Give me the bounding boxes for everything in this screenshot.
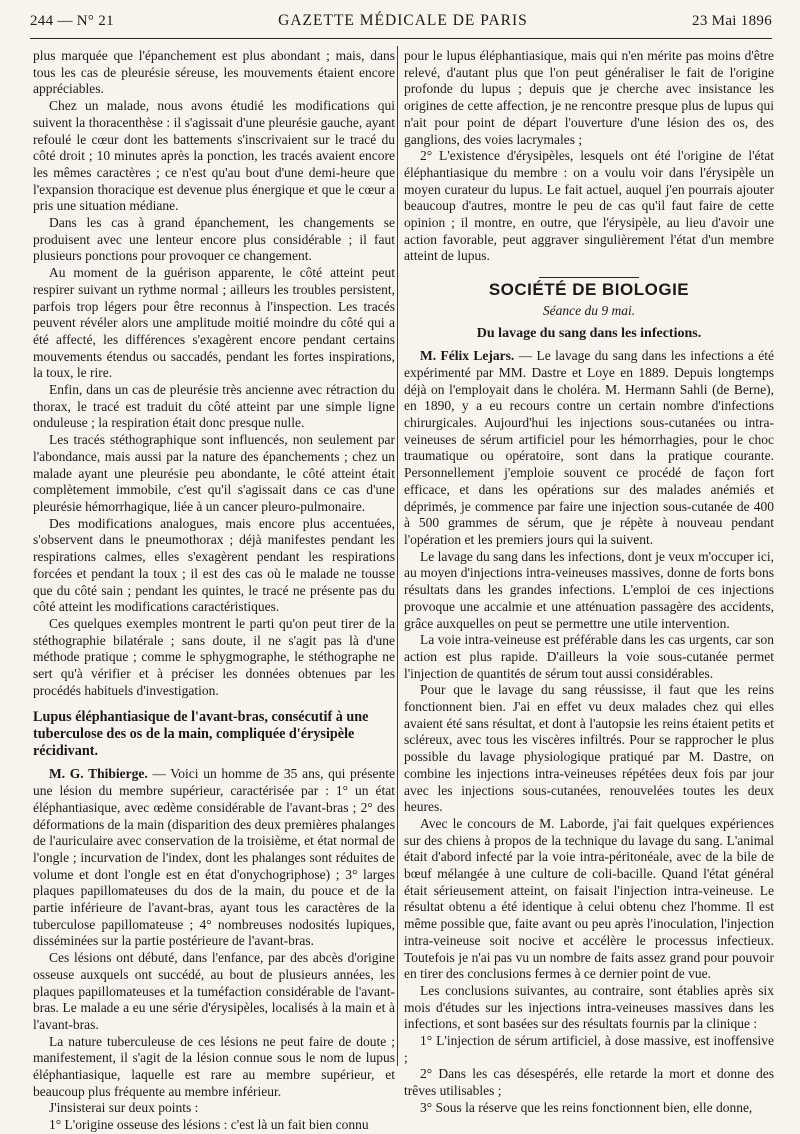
speaker-name: M. Félix Lejars.	[420, 348, 515, 364]
paragraph: pour le lupus éléphantiasique, mais qui n'en mérite pas moins d'être relevé, d'autant plus que l'on peut généraliser le fait de l'origine profonde du lupus ; depuis que je cherche avec insistance les origines de cette affection, je ne rencontre presque plus de lupus qui n'ait pour point de départ l'ouverture d'une lésion des os, des ganglions, des voies lacrymales ;	[404, 48, 774, 147]
issue-date: 23 Mai 1896	[692, 13, 772, 29]
section-title: Lupus éléphantiasique de l'avant-bras, consécutif à une tuberculose des os de la main, compliquée d'érysipèle récidivant.	[33, 709, 369, 760]
paragraph: Les conclusions suivantes, au contraire, sont établies après six mois d'études sur les injections intra-veineuses massives dans les infections, et sont basées sur des résultats fournis par la clinique :	[404, 982, 774, 1032]
paragraph: 1° L'injection de sérum artificiel, à dose massive, est inoffensive ;	[404, 1033, 774, 1065]
article-title: Du lavage du sang dans les infections.	[476, 325, 702, 341]
paragraph: 2° L'existence d'érysipèles, lesquels ont été l'origine de l'état éléphantiasique du membre : on a voulu voir dans l'érysipèle un moyen curateur du lupus. Le fait actuel, auquel j'en pourrais ajouter beaucoup d'autres, montre le peu de cas qu'il faut faire de cette opinion ; il montre, en outre, que l'érysipèle, au lieu d'avoir une action favorable, peut aggraver singulièrement l'état d'un membre atteint de lupus.	[404, 148, 774, 264]
paragraph: Ces quelques exemples montrent le parti qu'on peut tirer de la stéthographie bilatérale ; sans doute, il ne s'agit pas là d'une méthode pratique ; comme le sphygmographe, le stéthographe ne sert qu'à vérifier et à préciser les données obtenues par les procédés habituels d'investigation.	[33, 615, 395, 698]
left-column	[33, 48, 395, 1134]
paragraph: La nature tuberculeuse de ces lésions ne peut faire de doute ; manifestement, il s'agit de la lésion connue sous le nom de lupus éléphantiasique, laquelle est rare au membre supérieur, et beaucoup plus fréquente au membre inférieur.	[33, 1033, 395, 1099]
paragraph: 1° L'origine osseuse des lésions : c'est là un fait bien connu	[49, 1117, 369, 1133]
section-rule	[539, 277, 639, 278]
paragraph-with-speaker	[404, 348, 774, 548]
paragraph-text: — Le lavage du sang dans les infections a été expérimenté par MM. Dastre et Loye en 1889. Depuis longtemps déjà on l'employait dans le choléra. M. Hermann Sahli (de Berne), en 1890, y a eu recours contre un certain nombre d'infections chirurgicales. Aujourd'hui les injections sous-cutanées ou intra-veineuses de sérum artificiel pour les hémorrhagies, pour le choc traumatique ou opératoire, sont dans la pratique courante. Personnellement j'emploie souvent ce procédé de façon fort efficace, et dans les opérations sur des malades anémiés et déprimés, je commence par faire une injection sous-cutanée de 400 à 500 grammes de sérum, que je répète à nouveau pendant l'opération et les premiers jours qui la suivent.	[404, 348, 775, 547]
paragraph-text: — Voici un homme de 35 ans, qui présente une lésion du membre supérieur, caractérisée par : 1° un état éléphantiasique, avec œdème considérable de l'avant-bras ; 2° des déformations de la main (disparition des deux premières phalanges de l'auriculaire avec conservation de la troisième, et état normal de l'ongle ; incurvation de l'index, dont les phalanges sont réduites de volume et dont l'ongle est en état d'onychogriphose) ; 3° larges plaques papillomateuses du dos de la main, du pouce et de la partie inférieure de l'avant-bras, ayant tous les caractères de la tuberculose papillomateuse ; 4° nombreuses nodosités lupiques, disséminées sur la partie postérieure de l'avant-bras.	[33, 766, 396, 949]
paragraph: 3° Sous la réserve que les reins fonctionnent bien, elle donne,	[420, 1099, 753, 1115]
session-date: Séance du 9 mai.	[542, 302, 636, 318]
paragraph: plus marquée que l'épanchement est plus abondant ; mais, dans tous les cas de pleurésie séreuse, les mouvements étaient encore appréciables.	[33, 48, 395, 97]
paragraph: Pour que le lavage du sang réussisse, il faut que les reins fonctionnent bien. J'ai en effet vu deux malades chez qui elles avaient été sans résultat, et dont à l'autopsie les reins étaient petits et scléreux, avec tous les viscères infiltrés. Pour se rapprocher le plus possible du lavage physiologique pratiqué par M. Dastre, on combine les injections intra-veineuses répétées deux fois par jour avec les injections sous-cutanées, renouvelées toutes les deux heures.	[404, 682, 774, 815]
header-rule	[30, 38, 772, 39]
speaker-name: M. G. Thibierge.	[49, 766, 148, 782]
column-divider	[397, 46, 398, 1066]
paragraph: Avec le concours de M. Laborde, j'ai fait quelques expériences sur des chiens à propos de la technique du lavage du sang. L'animal était d'abord infecté par la voie intra-péritonéale, avec de la bile de bœuf mélangée à une culture de coli-bacille. Quand l'état général était sérieusement atteint, on faisait l'injection intra-veineuse. Le résultat obtenu a été identique à celui obtenu chez l'homme. Il est même possible que, faite avant ou peu après l'inoculation, l'injection intra-veineuse soit nocive et accélère le processus infectieux. Toutefois je n'ai pas vu un nombre de faits assez grand pour pouvoir en tirer des conclusions fermes à ce dernier point de vue.	[404, 815, 774, 982]
paragraph: Dans les cas à grand épanchement, les changements se produisent avec une lenteur encore plus considérable ; il faut plusieurs ponctions pour provoquer ce changement.	[33, 215, 395, 264]
right-column	[404, 48, 774, 1117]
paragraph: J'insisterai sur deux points :	[49, 1100, 199, 1116]
page-header	[30, 12, 772, 34]
paragraph: La voie intra-veineuse est préférable dans les cas urgents, car son action est plus rapide. D'ailleurs la voie sous-cutanée permet l'injection de quantités de sérum tout aussi considérables.	[404, 632, 774, 681]
paragraph: 2° Dans les cas désespérés, elle retarde la mort et donne des trêves utilisables ;	[404, 1066, 774, 1099]
paragraph: Ces lésions ont débuté, dans l'enfance, par des abcès d'origine osseuse auxquels ont succédé, au bout de plusieurs années, les plaques papillomateuses et la tuméfaction considérable de l'avant-bras. Le malade a eu une série d'érysipèles, localisés à la main et à l'avant-bras.	[33, 950, 395, 1032]
paragraph: Enfin, dans un cas de pleurésie très ancienne avec rétraction du thorax, le tracé est traduit du côté atteint par une simple ligne onduleuse ; la respiration était donc presque nulle.	[33, 382, 395, 431]
paragraph-with-speaker	[33, 766, 395, 950]
paragraph: Au moment de la guérison apparente, le côté atteint peut respirer suivant un rythme normal ; ailleurs les troubles persistent, parfois trop légers pour être reconnus à l'inspection. Les tracés peuvent révéler alors une amplitude moitié moindre du côté qui a été affecté, les différences s'exagèrent encore pendant certains mouvements étendus ou saccadés, pendant les fortes inspirations, la toux, le rire.	[33, 265, 395, 381]
paragraph: Chez un malade, nous avons étudié les modifications qui suivent la thoracenthèse : il s'agissait d'une pleurésie gauche, ayant refoulé le cœur dont les battements s'inscrivaient sur le tracé du côté droit ; 10 minutes après la ponction, les tracés avaient encore les mêmes caractères ; ce n'est qu'au bout d'une demi-heure que l'expansion thoracique est devenue plus énergique et que le cœur a pris une situation médiane.	[33, 98, 395, 214]
page-number: 244 — N° 21	[30, 13, 114, 29]
paragraph: Le lavage du sang dans les infections, dont je veux m'occuper ici, au moyen d'injections intra-veineuses massives, donne de forts bons résultats dans les grandes infections. L'emploi de ces injections provoque une accalmie et une atténuation passagère des accidents, grâce auxquelles on peut se permettre une utile intervention.	[404, 548, 774, 631]
paragraph: Des modifications analogues, mais encore plus accentuées, s'observent dans le pneumothorax ; déjà manifestes pendant les respirations calmes, elles s'exagèrent pendant les respirations forcées et pendant la toux ; il est des cas où le malade ne tousse que du côté sain ; pendant les quintes, le tracé ne présente pas du côté atteint les modifications caractéristiques.	[33, 515, 395, 615]
paragraph: Les tracés stéthographique sont influencés, non seulement par l'abondance, mais aussi par la nature des épanchements ; chez un malade ayant une pleurésie peu abondante, le côté atteint était complètement immobile, c'est qu'il s'agissait dans ce cas d'une pleurésie hémorrhagique, liée à un cancer pleuro-pulmonaire.	[33, 432, 395, 514]
society-heading: SOCIÉTÉ DE BIOLOGIE	[488, 280, 690, 300]
journal-title: GAZETTE MÉDICALE DE PARIS	[278, 12, 528, 29]
